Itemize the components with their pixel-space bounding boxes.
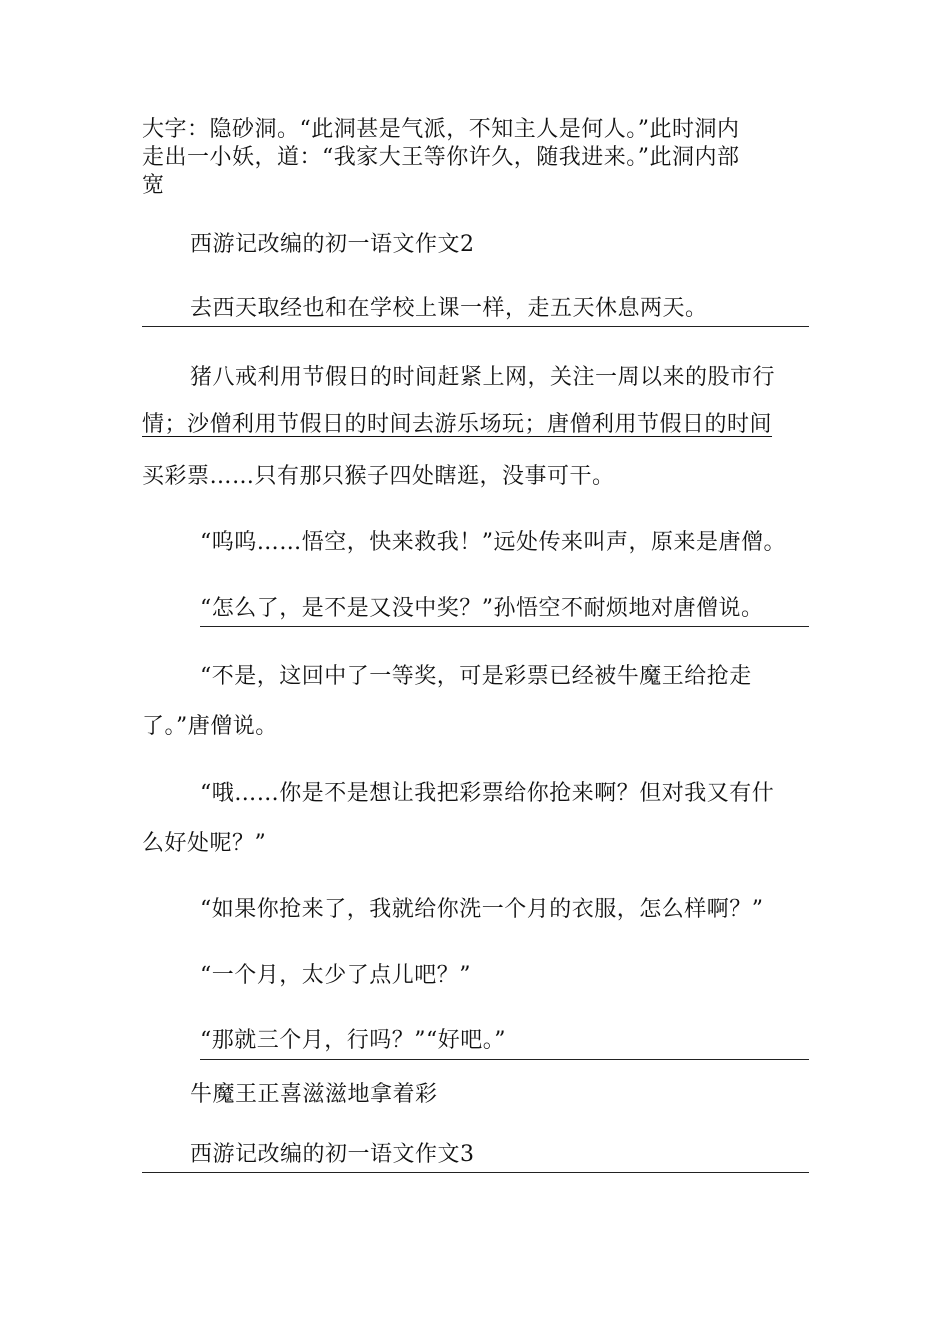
- divider-line: [200, 1059, 809, 1060]
- dialogue-line: “哦……你是不是想让我把彩票给你抢来啊？但对我又有什: [200, 781, 775, 806]
- paragraph-line: 猪八戒利用节假日的时间赶紧上网，关注一周以来的股市行: [190, 365, 776, 390]
- dialogue-line: “一个月，太少了点儿吧？”: [200, 963, 471, 988]
- dialogue-line: “呜呜……悟空，快来救我！”远处传来叫声，原来是唐僧。: [200, 530, 786, 555]
- section-heading: 西游记改编的初一语文作文3: [190, 1142, 475, 1167]
- paragraph-line: 宽: [142, 173, 165, 198]
- dialogue-line: “那就三个月，行吗？”“好吧。”: [200, 1028, 506, 1053]
- divider-line: [142, 1172, 809, 1173]
- paragraph-line: 大字：隐砂洞。“此洞甚是气派，不知主人是何人。”此时洞内: [142, 117, 740, 142]
- dialogue-line: “怎么了，是不是又没中奖？”孙悟空不耐烦地对唐僧说。: [200, 596, 764, 621]
- divider-line: [200, 626, 809, 627]
- paragraph-line: 去西天取经也和在学校上课一样，走五天休息两天。: [190, 296, 708, 321]
- section-heading: 西游记改编的初一语文作文2: [190, 232, 475, 257]
- dialogue-line: 了。”唐僧说。: [142, 714, 278, 739]
- paragraph-line: 牛魔王正喜滋滋地拿着彩: [190, 1082, 438, 1107]
- dialogue-line: “如果你抢来了，我就给你洗一个月的衣服，怎么样啊？”: [200, 897, 764, 922]
- paragraph-line: 走出一小妖，道：“我家大王等你许久，随我进来。”此洞内部: [142, 145, 740, 170]
- dialogue-line: 么好处呢？”: [142, 831, 267, 856]
- dialogue-line: “不是，这回中了一等奖，可是彩票已经被牛魔王给抢走: [200, 664, 752, 689]
- paragraph-line: 买彩票……只有那只猴子四处瞎逛，没事可干。: [142, 464, 615, 489]
- paragraph-line: 情；沙僧利用节假日的时间去游乐场玩；唐僧利用节假日的时间: [142, 412, 773, 437]
- divider-line: [142, 326, 809, 327]
